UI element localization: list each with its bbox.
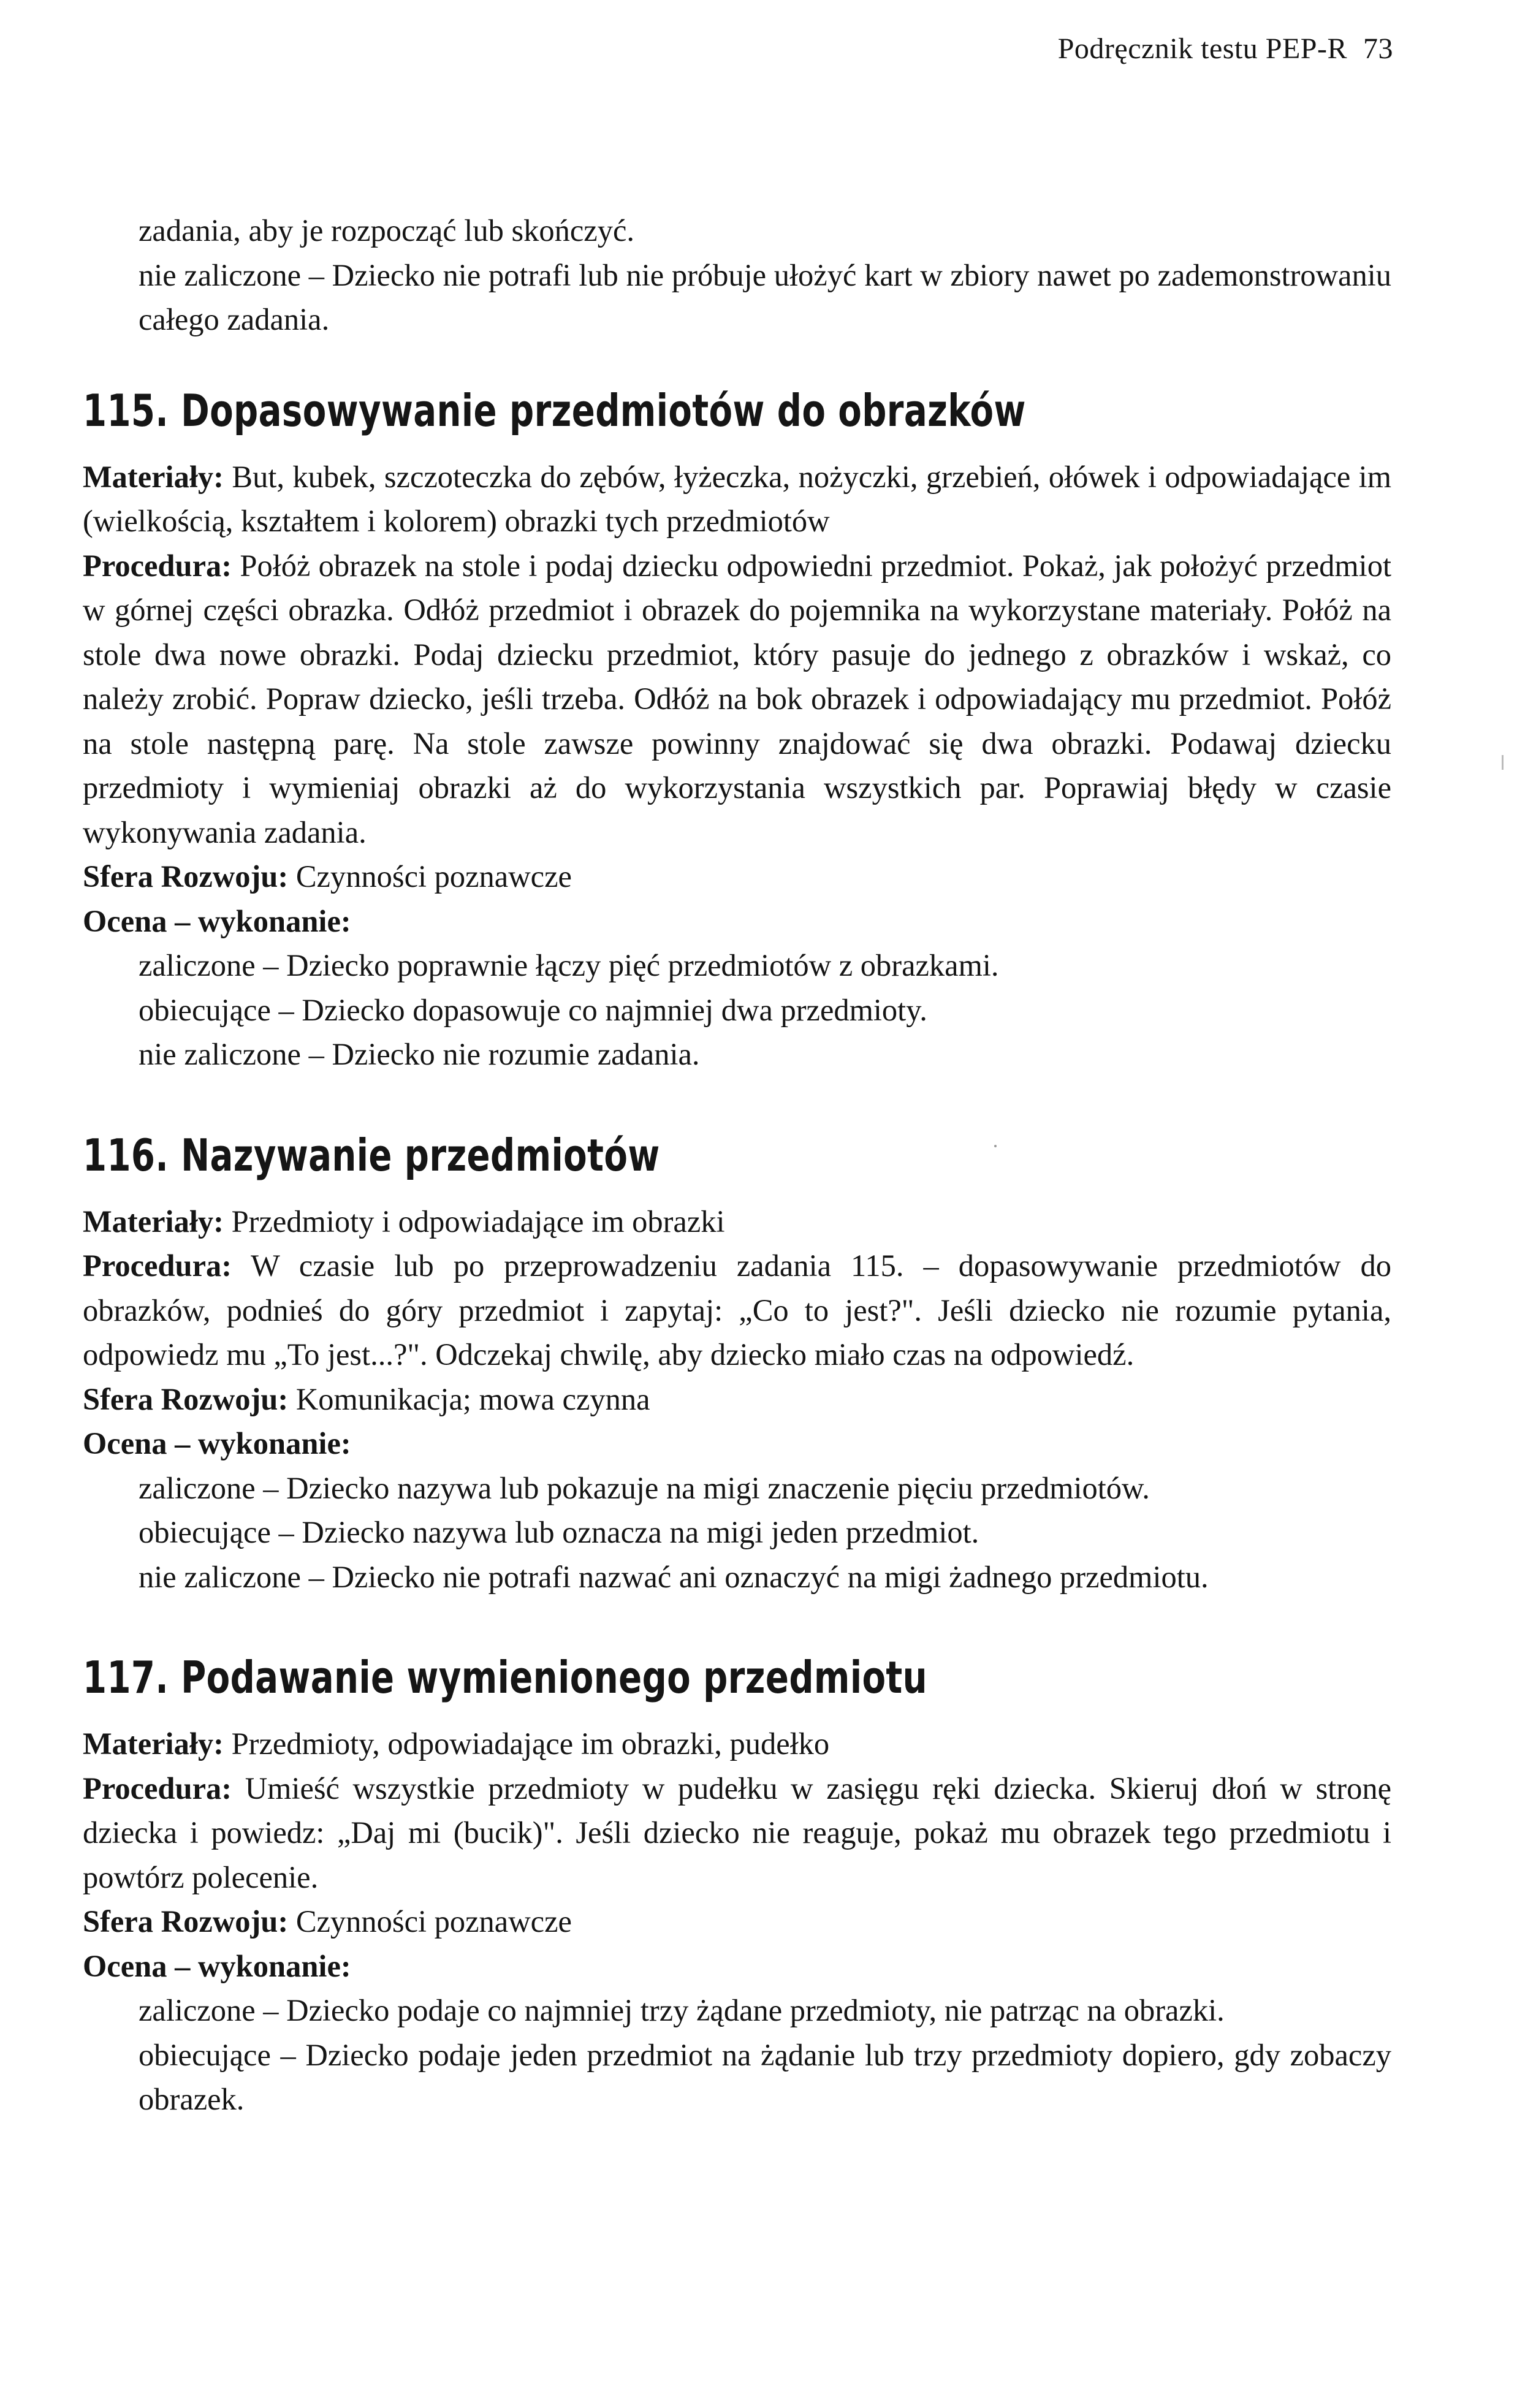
materials-paragraph [83, 1722, 1391, 1766]
materials-paragraph [83, 1199, 1391, 1244]
section-116 [83, 1125, 1391, 1600]
score-list [83, 943, 1391, 1077]
intro-line: zadania, aby je rozpocząć lub skończyć. [139, 213, 634, 248]
procedure-label: Procedura: [83, 1771, 232, 1806]
score-item: nie zaliczone – Dziecko nie rozumie zadania. [139, 1037, 700, 1071]
procedure-text: Umieść wszystkie przedmioty w pudełku w zasięgu ręki dziecka. Skieruj dłoń w stronę dziecka i powiedz: „Daj mi (bucik)". Jeśli dziecko nie reaguje, pokaż mu obrazek tego przedmiotu i powtórz polecenie. [83, 1771, 1392, 1894]
materials-text: But, kubek, szczoteczka do zębów, łyżeczka, nożyczki, grzebień, ołówek i odpowiadające im (wielkością, kształtem i kolorem) obrazki tych przedmiotów [83, 459, 1391, 538]
running-header [1058, 32, 1393, 66]
page-body [83, 208, 1391, 2122]
procedure-paragraph [83, 544, 1391, 855]
intro-line: nie zaliczone – Dziecko nie potrafi lub nie próbuje ułożyć kart w zbiory nawet po zademonstrowaniu całego zadania. [139, 257, 1391, 336]
sphere-text: Czynności poznawcze [295, 859, 572, 894]
section-117 [83, 1647, 1391, 2122]
sphere-label: Sfera Rozwoju: [83, 859, 289, 894]
score-label: Ocena – wykonanie: [83, 1426, 351, 1460]
score-item: obiecujące – Dziecko podaje jeden przedmiot na żądanie lub trzy przedmioty dopiero, gdy zobaczy obrazek. [139, 2037, 1391, 2116]
materials-label: Materiały: [83, 1726, 224, 1761]
sphere-paragraph [83, 1377, 1391, 1422]
sphere-paragraph [83, 854, 1391, 899]
score-item: nie zaliczone – Dziecko nie potrafi nazwać ani oznaczyć na migi żadnego przedmiotu. [139, 1559, 1209, 1594]
sphere-text: Czynności poznawcze [295, 1904, 572, 1939]
scan-edge-mark [1502, 755, 1504, 770]
materials-text: Przedmioty, odpowiadające im obrazki, pudełko [231, 1726, 830, 1761]
sphere-label: Sfera Rozwoju: [83, 1904, 289, 1939]
procedure-text: W czasie lub po przeprowadzeniu zadania 115. – dopasowywanie przedmiotów do obrazków, podnieś do góry przedmiot i zapytaj: „Co to jest?". Jeśli dziecko nie rozumie pytania, odpowiedz mu „To jest...?". Odczekaj chwilę, aby dziecko miało czas na odpowiedź. [83, 1248, 1391, 1372]
score-item: zaliczone – Dziecko nazywa lub pokazuje na migi znaczenie pięciu przedmiotów. [139, 1470, 1150, 1505]
sphere-paragraph [83, 1899, 1391, 1944]
score-item: zaliczone – Dziecko poprawnie łączy pięć przedmiotów z obrazkami. [139, 948, 999, 982]
page-number: 73 [1363, 32, 1393, 65]
book-title: Podręcznik testu PEP-R [1057, 32, 1347, 65]
procedure-paragraph [83, 1766, 1391, 1900]
procedure-text: Połóż obrazek na stole i podaj dziecku odpowiedni przedmiot. Pokaż, jak położyć przedmiot w górnej części obrazka. Odłóż przedmiot i obrazek do pojemnika na wykorzystane materiały. Połóż na stole dwa nowe obrazki. Podaj dziecku przedmiot, który pasuje do jednego z obrazków i wskaż, co należy zrobić. Popraw dziecko, jeśli trzeba. Odłóż na bok obrazek i odpowiadający mu przedmiot. Połóż na stole następną parę. Na stole zawsze powinny znajdować się dwa obrazki. Podawaj dziecku przedmioty i wymieniaj obrazki aż do wykorzystania wszystkich par. Poprawiaj błędy w czasie wykonywania zadania. [83, 548, 1391, 849]
score-label: Ocena – wykonanie: [83, 903, 351, 938]
materials-label: Materiały: [83, 459, 224, 494]
score-item: zaliczone – Dziecko podaje co najmniej trzy żądane przedmioty, nie patrząc na obrazki. [139, 1993, 1225, 2027]
section-title: 115. Dopasowywanie przedmiotów do obrazków [83, 384, 1026, 436]
score-item: obiecujące – Dziecko nazywa lub oznacza na migi jeden przedmiot. [139, 1515, 979, 1549]
score-list [83, 1466, 1391, 1600]
section-115 [83, 380, 1391, 1077]
procedure-label: Procedura: [83, 1248, 232, 1283]
score-item: obiecujące – Dziecko dopasowuje co najmniej dwa przedmioty. [139, 992, 927, 1027]
materials-text: Przedmioty i odpowiadające im obrazki [231, 1204, 725, 1239]
section-title: 116. Nazywanie przedmiotów [83, 1129, 660, 1181]
procedure-label: Procedura: [83, 548, 232, 583]
scan-speck [994, 1145, 997, 1147]
materials-paragraph [83, 455, 1391, 544]
score-list [83, 1988, 1391, 2122]
intro-continuation [83, 208, 1391, 342]
procedure-paragraph [83, 1244, 1391, 1377]
sphere-label: Sfera Rozwoju: [83, 1381, 289, 1416]
section-title: 117. Podawanie wymienionego przedmiotu [83, 1652, 928, 1703]
sphere-text: Komunikacja; mowa czynna [295, 1381, 650, 1416]
score-label: Ocena – wykonanie: [83, 1948, 351, 1983]
materials-label: Materiały: [83, 1204, 224, 1239]
